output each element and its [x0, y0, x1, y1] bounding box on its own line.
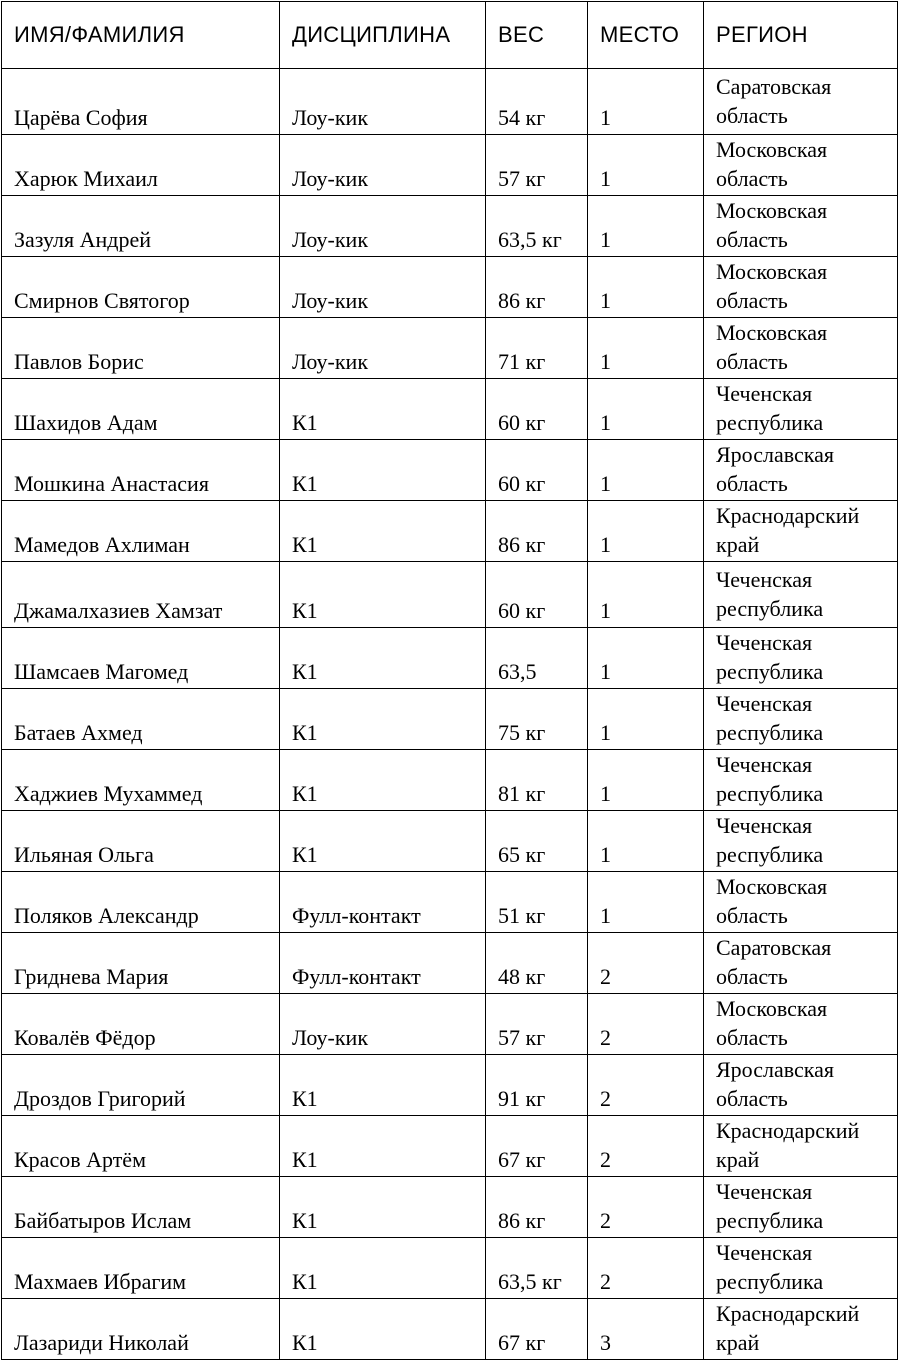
cell-place: 2	[588, 933, 704, 994]
table-row	[2, 379, 898, 440]
cell-name: Шамсаев Магомед	[2, 628, 280, 689]
cell-region: Краснодарский край	[704, 1116, 898, 1177]
cell-name: Гриднева Мария	[2, 933, 280, 994]
table-row	[2, 440, 898, 501]
cell-weight: 51 кг	[486, 872, 588, 933]
cell-name: Смирнов Святогор	[2, 257, 280, 318]
table-row	[2, 628, 898, 689]
cell-discipline: Лоу-кик	[280, 69, 486, 135]
cell-discipline: Лоу-кик	[280, 196, 486, 257]
cell-name: Махмаев Ибрагим	[2, 1238, 280, 1299]
cell-weight: 67 кг	[486, 1116, 588, 1177]
cell-place: 2	[588, 1055, 704, 1116]
cell-weight: 60 кг	[486, 562, 588, 628]
table-row	[2, 872, 898, 933]
cell-place: 1	[588, 440, 704, 501]
cell-place: 3	[588, 1299, 704, 1360]
cell-discipline: К1	[280, 501, 486, 562]
cell-place: 1	[588, 811, 704, 872]
cell-place: 2	[588, 1238, 704, 1299]
cell-region: Краснодарский край	[704, 1299, 898, 1360]
cell-discipline: К1	[280, 811, 486, 872]
cell-weight: 81 кг	[486, 750, 588, 811]
header-place: МЕСТО	[588, 2, 704, 69]
cell-weight: 63,5 кг	[486, 1238, 588, 1299]
cell-region: Чеченская республика	[704, 1177, 898, 1238]
cell-place: 1	[588, 69, 704, 135]
cell-discipline: К1	[280, 689, 486, 750]
table-row	[2, 689, 898, 750]
cell-weight: 63,5 кг	[486, 196, 588, 257]
cell-name: Зазуля Андрей	[2, 196, 280, 257]
cell-weight: 57 кг	[486, 135, 588, 196]
header-discipline: ДИСЦИПЛИНА	[280, 2, 486, 69]
cell-region: Чеченская республика	[704, 379, 898, 440]
cell-name: Байбатыров Ислам	[2, 1177, 280, 1238]
cell-weight: 86 кг	[486, 501, 588, 562]
table-row	[2, 257, 898, 318]
table-row	[2, 196, 898, 257]
cell-discipline: Лоу-кик	[280, 135, 486, 196]
cell-place: 1	[588, 196, 704, 257]
cell-place: 1	[588, 562, 704, 628]
cell-region: Чеченская республика	[704, 750, 898, 811]
table-row	[2, 933, 898, 994]
cell-discipline: Фулл-контакт	[280, 872, 486, 933]
cell-name: Дроздов Григорий	[2, 1055, 280, 1116]
cell-weight: 91 кг	[486, 1055, 588, 1116]
cell-place: 1	[588, 318, 704, 379]
table-row	[2, 562, 898, 628]
cell-name: Батаев Ахмед	[2, 689, 280, 750]
cell-discipline: К1	[280, 1177, 486, 1238]
cell-weight: 60 кг	[486, 440, 588, 501]
cell-region: Московская область	[704, 257, 898, 318]
cell-place: 2	[588, 1177, 704, 1238]
cell-place: 1	[588, 872, 704, 933]
cell-place: 1	[588, 257, 704, 318]
cell-region: Краснодарский край	[704, 501, 898, 562]
cell-weight: 75 кг	[486, 689, 588, 750]
cell-region: Ярославская область	[704, 1055, 898, 1116]
header-name: ИМЯ/ФАМИЛИЯ	[2, 2, 280, 69]
cell-name: Лазариди Николай	[2, 1299, 280, 1360]
table-row	[2, 1177, 898, 1238]
cell-name: Ильяная Ольга	[2, 811, 280, 872]
header-row	[2, 2, 898, 69]
cell-weight: 63,5	[486, 628, 588, 689]
cell-region: Чеченская республика	[704, 689, 898, 750]
results-table	[1, 1, 898, 1360]
cell-discipline: К1	[280, 379, 486, 440]
cell-name: Мошкина Анастасия	[2, 440, 280, 501]
cell-place: 1	[588, 135, 704, 196]
cell-weight: 86 кг	[486, 1177, 588, 1238]
table-row	[2, 1238, 898, 1299]
cell-place: 1	[588, 379, 704, 440]
cell-weight: 60 кг	[486, 379, 588, 440]
table-row	[2, 69, 898, 135]
table-row	[2, 994, 898, 1055]
cell-place: 1	[588, 501, 704, 562]
cell-name: Царёва София	[2, 69, 280, 135]
cell-region: Московская область	[704, 135, 898, 196]
cell-weight: 54 кг	[486, 69, 588, 135]
cell-name: Шахидов Адам	[2, 379, 280, 440]
cell-weight: 57 кг	[486, 994, 588, 1055]
header-region: РЕГИОН	[704, 2, 898, 69]
cell-weight: 71 кг	[486, 318, 588, 379]
table-body	[2, 69, 898, 1360]
cell-place: 1	[588, 750, 704, 811]
cell-region: Чеченская республика	[704, 1238, 898, 1299]
cell-name: Ковалёв Фёдор	[2, 994, 280, 1055]
cell-weight: 86 кг	[486, 257, 588, 318]
cell-place: 1	[588, 689, 704, 750]
cell-discipline: К1	[280, 1116, 486, 1177]
cell-weight: 67 кг	[486, 1299, 588, 1360]
cell-discipline: К1	[280, 1299, 486, 1360]
table-row	[2, 1116, 898, 1177]
cell-name: Джамалхазиев Хамзат	[2, 562, 280, 628]
table-row	[2, 135, 898, 196]
cell-discipline: Лоу-кик	[280, 257, 486, 318]
cell-place: 1	[588, 628, 704, 689]
cell-region: Саратовская область	[704, 933, 898, 994]
cell-region: Московская область	[704, 872, 898, 933]
header-weight: ВЕС	[486, 2, 588, 69]
table-row	[2, 1055, 898, 1116]
cell-region: Саратовская область	[704, 69, 898, 135]
cell-discipline: К1	[280, 562, 486, 628]
cell-region: Чеченская республика	[704, 811, 898, 872]
cell-discipline: К1	[280, 1238, 486, 1299]
table-row	[2, 318, 898, 379]
cell-place: 2	[588, 1116, 704, 1177]
cell-name: Харюк Михаил	[2, 135, 280, 196]
cell-name: Мамедов Ахлиман	[2, 501, 280, 562]
cell-weight: 48 кг	[486, 933, 588, 994]
cell-discipline: Лоу-кик	[280, 318, 486, 379]
table-row	[2, 811, 898, 872]
cell-place: 2	[588, 994, 704, 1055]
cell-weight: 65 кг	[486, 811, 588, 872]
cell-discipline: Лоу-кик	[280, 994, 486, 1055]
cell-region: Московская область	[704, 994, 898, 1055]
table-header	[2, 2, 898, 69]
cell-name: Поляков Александр	[2, 872, 280, 933]
cell-region: Чеченская республика	[704, 628, 898, 689]
cell-name: Павлов Борис	[2, 318, 280, 379]
cell-discipline: К1	[280, 440, 486, 501]
cell-region: Ярославская область	[704, 440, 898, 501]
cell-region: Московская область	[704, 318, 898, 379]
cell-discipline: К1	[280, 1055, 486, 1116]
table-row	[2, 1299, 898, 1360]
cell-discipline: К1	[280, 628, 486, 689]
cell-name: Хаджиев Мухаммед	[2, 750, 280, 811]
cell-region: Чеченская республика	[704, 562, 898, 628]
table-row	[2, 501, 898, 562]
cell-discipline: Фулл-контакт	[280, 933, 486, 994]
cell-region: Московская область	[704, 196, 898, 257]
cell-discipline: К1	[280, 750, 486, 811]
cell-name: Красов Артём	[2, 1116, 280, 1177]
table-row	[2, 750, 898, 811]
